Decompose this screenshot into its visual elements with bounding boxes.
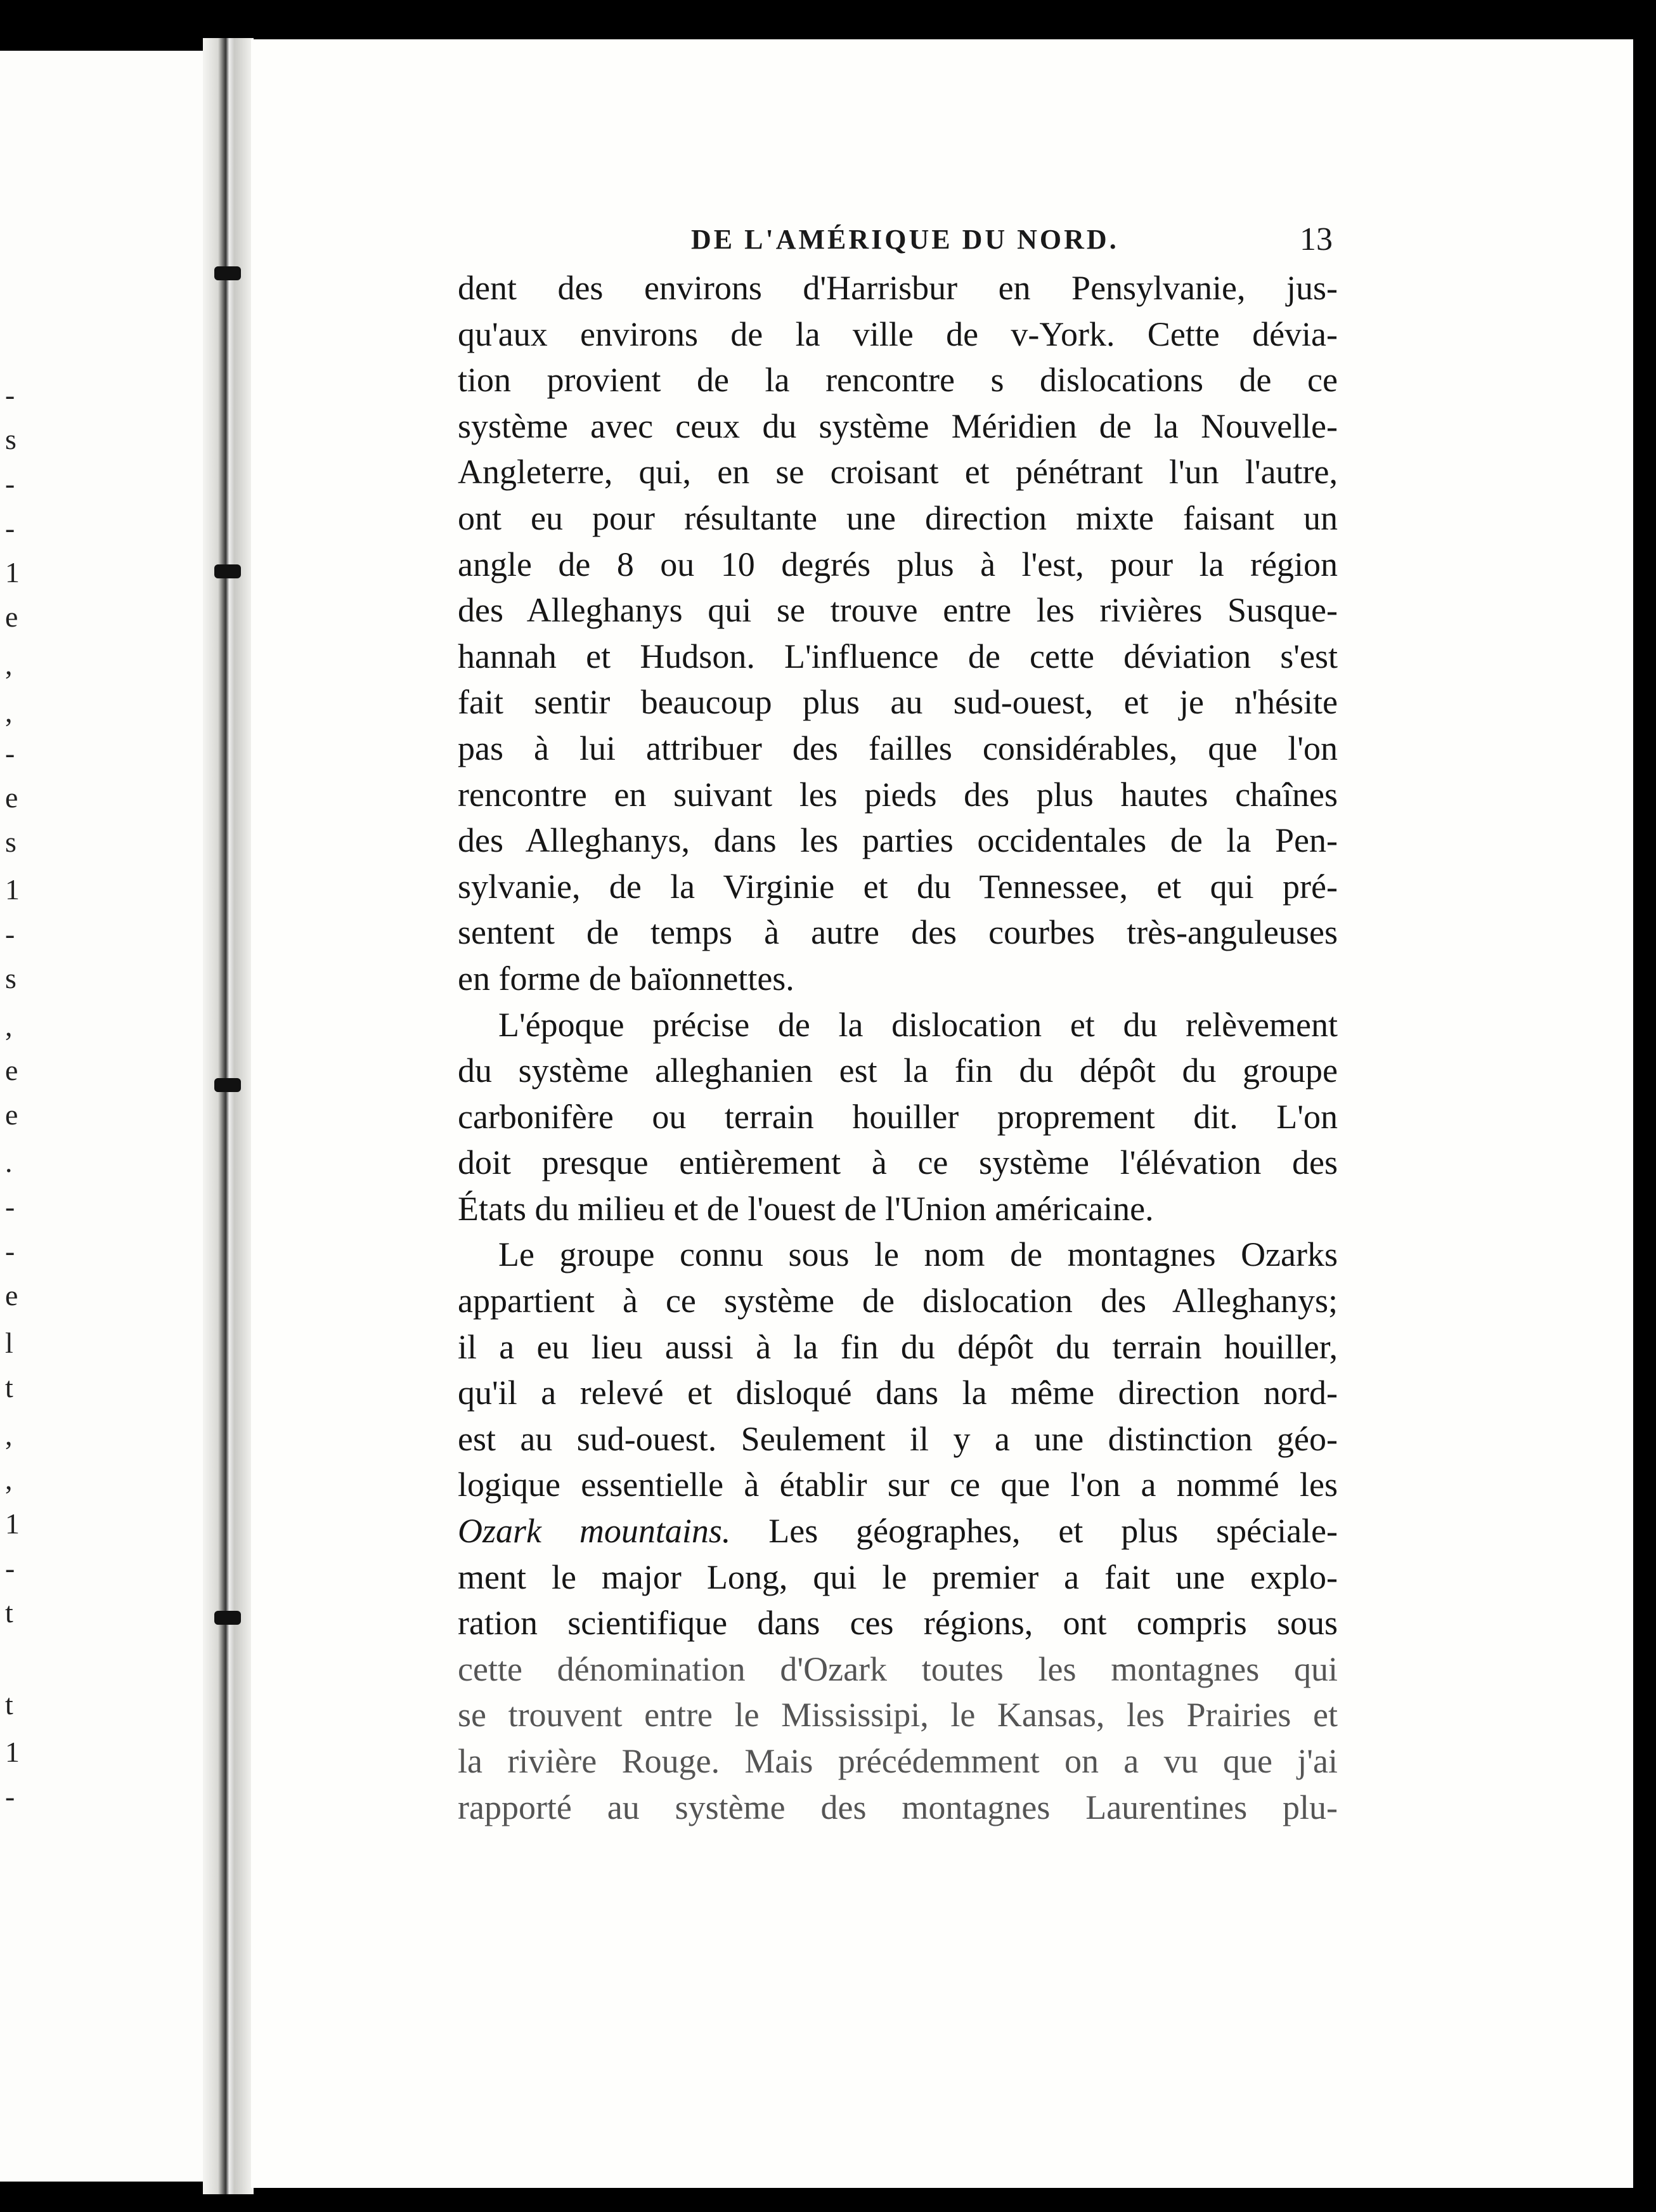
- edge-char: ,: [5, 696, 13, 728]
- text-line: en forme de baïonnettes.: [458, 959, 794, 998]
- edge-char: -: [5, 379, 15, 411]
- text-line: angle de 8 ou 10 degrés plus à l'est, pour la région: [458, 545, 1338, 583]
- edge-char: 1: [5, 1507, 20, 1540]
- text-line: ont eu pour résultante une direction mixte faisant un: [458, 498, 1338, 537]
- text-line: pas à lui attribuer des failles considérables, que l'on: [458, 729, 1338, 767]
- text-line: rencontre en suivant les pieds des plus hautes chaînes: [458, 775, 1338, 814]
- text-line: il a eu lieu aussi à la fin du dépôt du terrain houiller,: [458, 1327, 1338, 1366]
- edge-char: -: [5, 1780, 15, 1812]
- edge-char: e: [5, 1279, 18, 1311]
- edge-char: -: [5, 737, 15, 769]
- text-line: qu'il a relevé et disloqué dans la même direction nord-: [458, 1374, 1338, 1412]
- text-line: appartient à ce système de dislocation des Alleghanys;: [458, 1282, 1338, 1320]
- text-line-with-italic: [458, 1508, 1338, 1554]
- text-line: des Alleghanys, dans les parties occidentales de la Pen-: [458, 821, 1338, 860]
- text-line: se trouvent entre le Mississipi, le Kansas, les Prairies et: [458, 1696, 1338, 1734]
- edge-char: -: [5, 1235, 15, 1267]
- edge-char: e: [5, 781, 18, 814]
- edge-char: s: [5, 962, 16, 994]
- binding-stitch: [214, 564, 241, 578]
- paragraph-3: [458, 1232, 1338, 1830]
- italic-phrase: Ozark mountains.: [458, 1512, 731, 1551]
- text-line: est au sud-ouest. Seulement il y a une distinction géo-: [458, 1419, 1338, 1458]
- paragraph-2: [458, 1002, 1338, 1232]
- text-line: la rivière Rouge. Mais précédemment on a vu que j'ai: [458, 1742, 1338, 1780]
- edge-char: l: [5, 1327, 13, 1359]
- running-head: DE L'AMÉRIQUE DU NORD.: [691, 224, 1119, 255]
- edge-char: ,: [5, 648, 13, 680]
- edge-char: -: [5, 467, 15, 500]
- binding-stitch: [214, 266, 241, 280]
- text-line: logique essentielle à établir sur ce que l'on a nommé les: [458, 1466, 1338, 1504]
- paragraph-1: [458, 265, 1338, 1002]
- edge-char: s: [5, 826, 16, 858]
- edge-char: t: [5, 1371, 13, 1403]
- edge-char: 1: [5, 873, 20, 906]
- edge-char: ,: [5, 1463, 13, 1495]
- edge-char: -: [5, 1552, 15, 1584]
- edge-char: s: [5, 423, 16, 455]
- text-line: qu'aux environs de la ville de v-York. Cette dévia-: [458, 315, 1338, 353]
- edge-char: e: [5, 1054, 18, 1086]
- edge-char: t: [5, 1688, 13, 1721]
- edge-char: e: [5, 601, 18, 633]
- body-text: [458, 265, 1338, 1830]
- book-gutter: [203, 38, 254, 2194]
- text-line: tion provient de la rencontre s dislocations de ce: [458, 361, 1338, 400]
- binding-stitch: [214, 1611, 241, 1625]
- text-line: sylvanie, de la Virginie et du Tennessee, et qui pré-: [458, 867, 1338, 906]
- previous-page-edge: [0, 51, 236, 2182]
- binding-stitch: [214, 1078, 241, 1092]
- text-line: fait sentir beaucoup plus au sud-ouest, et je n'hésite: [458, 683, 1338, 722]
- edge-char: -: [5, 918, 15, 950]
- edge-char: -: [5, 1190, 15, 1223]
- text-line: Le groupe connu sous le nom de montagnes Ozarks: [498, 1235, 1338, 1274]
- text-line: ment le major Long, qui le premier a fait une explo-: [458, 1558, 1338, 1596]
- text-line: États du milieu et de l'ouest de l'Union américaine.: [458, 1189, 1154, 1228]
- text-line: sentent de temps à autre des courbes très-anguleuses: [458, 913, 1338, 952]
- text-line: carbonifère ou terrain houiller proprement dit. L'on: [458, 1097, 1338, 1136]
- text-line: du système alleghanien est la fin du dépôt du groupe: [458, 1051, 1338, 1090]
- text-line: système avec ceux du système Méridien de la Nouvelle-: [458, 407, 1338, 445]
- text-line: des Alleghanys qui se trouve entre les rivières Susque-: [458, 591, 1338, 630]
- text-line: ration scientifique dans ces régions, ont compris sous: [458, 1604, 1338, 1643]
- text-line: L'époque précise de la dislocation et du relèvement: [498, 1005, 1338, 1044]
- edge-char: 1: [5, 1736, 20, 1768]
- text-line-rest: Les géographes, et plus spéciale-: [768, 1512, 1338, 1551]
- edge-char: ,: [5, 1419, 13, 1451]
- edge-char: t: [5, 1596, 13, 1629]
- page-number: 13: [1300, 221, 1333, 257]
- edge-char: e: [5, 1098, 18, 1131]
- text-line: cette dénomination d'Ozark toutes les montagnes qui: [458, 1649, 1338, 1688]
- edge-char: 1: [5, 556, 20, 589]
- edge-char: ,: [5, 1010, 13, 1042]
- text-line: Angleterre, qui, en se croisant et pénétrant l'un l'autre,: [458, 453, 1338, 491]
- text-line: rapporté au système des montagnes Laurentines plu-: [458, 1788, 1338, 1826]
- text-line: hannah et Hudson. L'influence de cette déviation s'est: [458, 637, 1338, 675]
- edge-char: -: [5, 512, 15, 544]
- edge-char: .: [5, 1146, 13, 1178]
- text-line: dent des environs d'Harrisbur en Pensylvanie, jus-: [458, 269, 1338, 307]
- text-line: doit presque entièrement à ce système l'élévation des: [458, 1143, 1338, 1182]
